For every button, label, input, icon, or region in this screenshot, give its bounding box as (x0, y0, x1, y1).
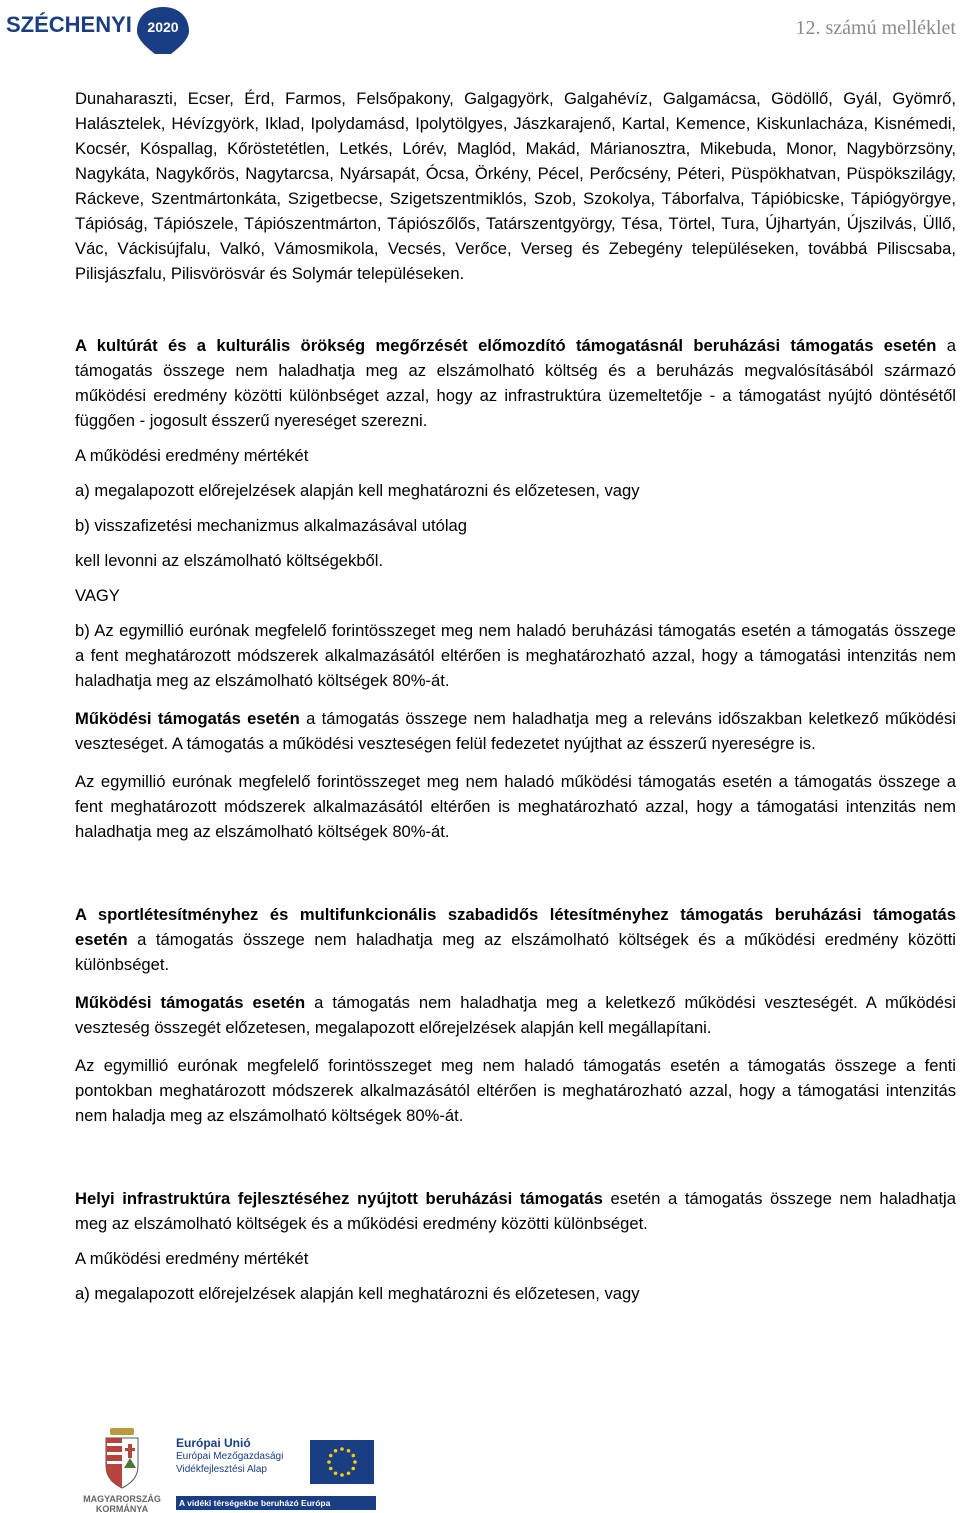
paragraph-operating-heading: Működési támogatás esetén (75, 709, 300, 728)
paragraph-million-euro-sport: Az egymillió eurónak megfelelő forintösszeget meg nem haladó támogatás esetén a támogatás összege a fenti pontokban meghatározott módszerek alkalmazásától eltérően is meghatározható azzal, hogy a támogatási intenzitás nem haladja meg az elszámolható költségek 80%-át. (75, 1056, 956, 1125)
eu-star (340, 1447, 344, 1451)
coat-of-arms-icon (82, 1428, 162, 1512)
paragraph-or: VAGY (75, 586, 120, 605)
eu-star (351, 1454, 355, 1458)
paragraph-sport-facility (75, 902, 956, 977)
paragraph-operating-result-1: A működési eredmény mértékét (75, 446, 309, 465)
paragraph-culture-heading: A kultúrát és a kulturális örökség megőrzését előmozdító támogatásnál beruházási támogatás esetén (75, 336, 937, 355)
paragraph-culture-support (75, 333, 956, 433)
eu-star (353, 1460, 357, 1464)
paragraph-culture-text: a támogatás összege nem haladhatja meg az elszámolható költség és a beruházás megvalósításából származó működési eredmény közötti különbséget azzal, hogy az infrastruktúra üzemeltetője - a támogatást nyújtó döntésétől függően - jogosult ésszerű nyereséget szerezni. (75, 336, 956, 430)
paragraph-operating-result-2: A működési eredmény mértékét (75, 1249, 309, 1268)
annex-label: 12. számú melléklet (795, 17, 956, 39)
paragraph-forecast-1: a) megalapozott előrejelzések alapján kell meghatározni és előzetesen, vagy (75, 481, 640, 500)
paragraph-sport-operating-heading: Működési támogatás esetén (75, 993, 306, 1012)
eu-fund-logo (176, 1436, 376, 1512)
eu-star (334, 1449, 338, 1453)
paragraph-million-euro-investment: b) Az egymillió eurónak megfelelő forintösszeget meg nem haladó beruházási támogatás esetén a támogatás összege a fent meghatározott módszerek alkalmazásától eltérően is meghatározható azzal, hogy a támogatási intenzitás nem haladhatja meg az elszámolható költségek 80%-át. (75, 621, 956, 690)
eu-star (347, 1471, 351, 1475)
brand-year: 2020 (147, 19, 179, 35)
paragraph-forecast-2: a) megalapozott előrejelzések alapján kell meghatározni és előzetesen, vagy (75, 1284, 640, 1303)
gov-name-line2: KORMÁNYA (95, 1504, 149, 1512)
paragraph-sport-operating (75, 990, 956, 1040)
paragraph-local-infrastructure (75, 1186, 956, 1236)
eu-fund-line2: Vidékfejlesztési Alap (176, 1464, 267, 1475)
szechenyi-2020-logo (6, 4, 196, 54)
eu-title: Európai Unió (176, 1436, 251, 1450)
paragraph-sport-text: a támogatás összege nem haladhatja meg az elszámolható költségek és a működési eredmény közötti különbséget. (75, 930, 956, 974)
paragraph-settlements: Dunaharaszti, Ecser, Érd, Farmos, Felsőpakony, Galgagyörk, Galgahévíz, Galgamácsa, Gödöllő, Gyál, Gyömrő, Halásztelek, Hévízgyörk, Iklad, Ipolydamásd, Ipolytölgyes, Jászkarajenő, Kartal, Kemence, Kiskunlacháza, Kisnémedi, Kocsér, Kóspallag, Kőröstetétlen, Letkés, Lórév, Maglód, Makád, Márianosztra, Mikebuda, Monor, Nagybörzsöny, Nagykáta, Nagykőrös, Nagytarcsa, Nyársapát, Ócsa, Örkény, Pécel, Perőcsény, Péteri, Püspökhatvan, Püspökszilágy, Ráckeve, Szentmártonkáta, Szigetbecse, Szigetszentmiklós, Szob, Szokolya, Táborfalva, Tápióbicske, Tápiógyörgye, Tápióság, Tápiószele, Tápiószentmárton, Tápiószőlős, Tatárszentgyörgy, Tésa, Törtel, Tura, Újhartyán, Újszilvás, Üllő, Vác, Váckisújfalu, Valkó, Vámosmikola, Vecsés, Verőce, Verseg és Zebegény településeken, továbbá Piliscsaba, Pilisjászfalu, Pilisvörösvár és Solymár településeken. (75, 89, 956, 283)
eu-fund-line1: Európai Mezőgazdasági (176, 1451, 284, 1462)
eu-flag-icon (310, 1440, 374, 1484)
paragraph-million-euro-operating: Az egymillió eurónak megfelelő forintösszeget meg nem haladó működési támogatás esetén a támogatás összege a fent meghatározott módszerek alkalmazásától eltérően is meghatározható azzal, hogy a támogatási intenzitás nem haladhatja meg az elszámolható költségek 80%-át. (75, 772, 956, 841)
page-footer (82, 1428, 382, 1512)
paragraph-clawback: b) visszafizetési mechanizmus alkalmazásával utólag (75, 516, 467, 535)
document-body (75, 86, 956, 1306)
eu-star (347, 1449, 351, 1453)
eu-slogan-bar: A vidéki térségekbe beruházó Európa (176, 1496, 376, 1510)
paragraph-deduct: kell levonni az elszámolható költségekből. (75, 551, 384, 570)
paragraph-operating-text: a támogatás összege nem haladhatja meg a releváns időszakban keletkező működési veszteséget. A támogatás a működési veszteségen felül fedezetet nyújthat az ésszerű nyereségre is. (75, 709, 956, 753)
eu-star (334, 1471, 338, 1475)
paragraph-infrastructure-text: esetén a támogatás összege nem haladhatja meg az elszámolható költségek és a működési eredmény közötti különbséget. (75, 1189, 956, 1233)
eu-star (327, 1460, 331, 1464)
brand-prefix: SZÉCHENYI (6, 12, 132, 37)
paragraph-infrastructure-heading: Helyi infrastruktúra fejlesztéséhez nyújtott beruházási támogatás (75, 1189, 603, 1208)
page-header (0, 0, 960, 60)
paragraph-operating-support (75, 706, 956, 756)
paragraph-sport-heading: A sportlétesítményhez és multifunkcionális szabadidős létesítményhez támogatás beruházási támogatás esetén (75, 905, 956, 949)
eu-star (351, 1467, 355, 1471)
eu-text (176, 1436, 306, 1476)
eu-star (329, 1467, 333, 1471)
paragraph-sport-operating-text: a támogatás nem haladhatja meg a keletkező működési veszteségét. A működési veszteség összegét előzetesen, megalapozott előrejelzések alapján kell megállapítani. (75, 993, 956, 1037)
eu-star (340, 1473, 344, 1477)
eu-star (329, 1454, 333, 1458)
gov-name-line1: MAGYARORSZÁG (83, 1494, 161, 1504)
